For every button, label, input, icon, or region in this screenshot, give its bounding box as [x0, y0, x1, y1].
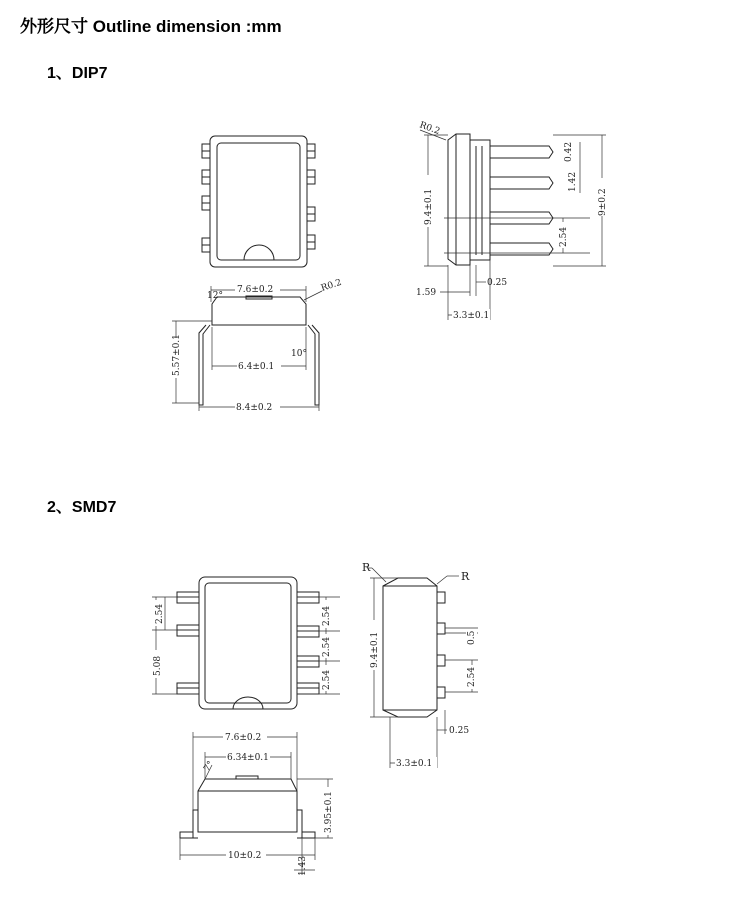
- smd7-side-length-label: 9.4±0.1: [370, 631, 380, 668]
- smd7-lead-width-label: 0.5: [467, 630, 477, 645]
- smd7-top-view: [151, 577, 340, 709]
- dip7-top-width-label: 7.6±0.2: [237, 285, 274, 295]
- dip7-end-view: [169, 284, 322, 412]
- dip7-lead-span-label: 8.4±0.2: [236, 403, 273, 413]
- dip7-corner-radius-label: R0.2: [319, 277, 343, 294]
- smd7-pitch-right-1-label: 2.54: [322, 605, 332, 626]
- smd7-pitch-right-2-label: 2.54: [322, 636, 332, 657]
- smd7-angle-label: 7°: [202, 759, 217, 774]
- dip7-angle-bottom-label: 10°: [291, 349, 307, 359]
- dip7-angle-top-label: 12°: [207, 291, 223, 301]
- dip7-side-corner-label: R0.2: [417, 120, 442, 138]
- dip7-side-view: [420, 130, 607, 320]
- page-title: 外形尺寸 Outline dimension :mm: [20, 17, 282, 36]
- smd7-inner-width-label: 6.34±0.1: [227, 753, 269, 763]
- smd7-lead-thickness-label: 0.25: [449, 726, 470, 736]
- smd7-body-depth-label: 3.3±0.1: [396, 759, 433, 769]
- dip7-height-label: 5.57±0.1: [172, 334, 182, 376]
- smd7-pitch-left-label: 2.54: [155, 603, 165, 624]
- smd7-pitch-right-3-label: 2.54: [322, 669, 332, 690]
- dip7-lead-width-label: 0.42: [564, 141, 574, 162]
- smd7-corner-r-right-label: R: [461, 570, 470, 583]
- smd7-lead-span-label: 10±0.2: [228, 851, 262, 861]
- dip7-side-length-label: 9.4±0.1: [424, 188, 434, 225]
- smd7-height-label: 3.95±0.1: [324, 791, 334, 833]
- smd7-top-width-label: 7.6±0.2: [225, 733, 262, 743]
- dip7-inner-width-label: 6.4±0.1: [238, 362, 275, 372]
- section-heading-dip7: 1、DIP7: [47, 65, 108, 82]
- dip7-pitch-label: 2.54: [559, 226, 569, 247]
- section-heading-smd7: 2、SMD7: [47, 499, 117, 516]
- smd7-side-view: [368, 568, 478, 768]
- smd7-corner-r-left-label: R: [362, 561, 371, 574]
- dip7-top-view: [202, 136, 315, 267]
- dip7-lead-thickness-label: 0.25: [487, 278, 508, 288]
- dip7-lead-width2-label: 1.42: [568, 171, 578, 192]
- smd7-side-pitch-label: 2.54: [467, 666, 477, 687]
- dip7-lead-offset-label: 1.59: [416, 288, 437, 298]
- smd7-row-span-label: 5.08: [153, 655, 163, 676]
- dip7-overall-length-label: 9±0.2: [598, 188, 608, 216]
- smd7-foot-length-label: 1.43: [298, 855, 308, 876]
- dip7-body-depth-label: 3.3±0.1: [453, 311, 490, 321]
